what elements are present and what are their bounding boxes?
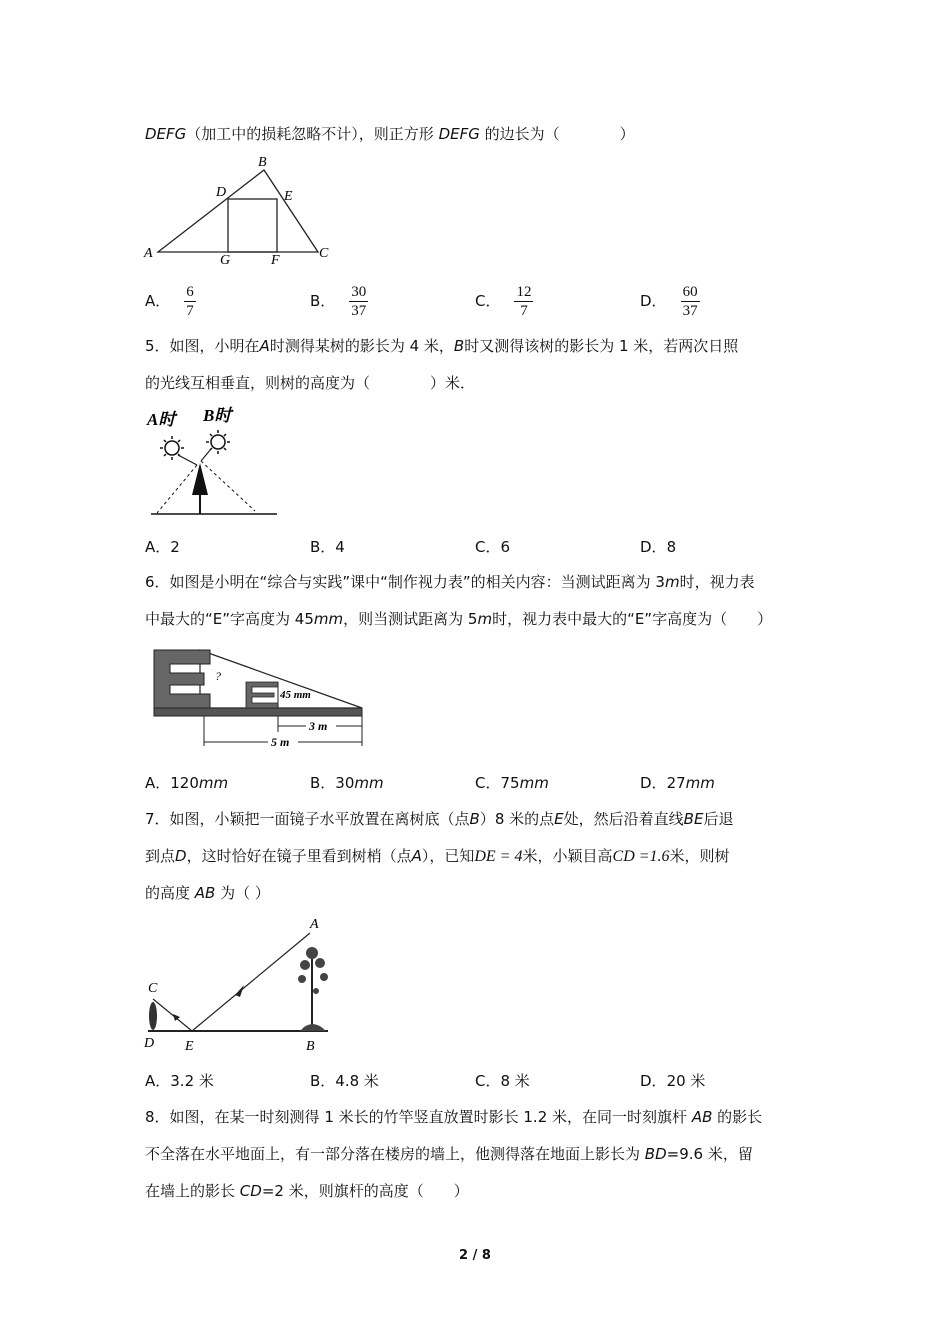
label-b-time: B时 [203,406,232,425]
label-c: C [148,981,158,996]
option-value: 4 [335,538,345,556]
label-c: C [319,246,329,261]
text: ）8 米的点 [479,810,555,828]
text: 中最大的“E”字高度为 45 [145,610,314,628]
option-letter: B． [310,292,336,310]
text: 5．如图，小明在 [145,337,260,355]
q7-option-d[interactable] [640,1070,705,1091]
q8-stem-line3 [145,1181,469,1201]
text: 不全落在水平地面上，有一部分落在楼房的墙上，他测得落在地面上影长为 [145,1145,641,1163]
q6-stem-line1 [145,572,755,592]
numerator: 12 [516,284,532,300]
q6-option-a[interactable] [145,772,228,793]
person-icon [149,1002,157,1030]
var: AB [194,884,216,902]
q5-option-a[interactable] [145,536,180,557]
arrow-icon [235,985,244,997]
ray-b [201,449,211,461]
q4-stem-continuation [145,124,635,144]
option-letter: B． [310,1072,336,1090]
text: 时，视力表 [679,573,755,591]
q7-option-a[interactable] [145,1070,214,1091]
option-letter: D． [640,1072,667,1090]
denominator: 7 [186,303,194,319]
tree-icon [298,947,328,1031]
base-bar [154,708,362,716]
text: ，这时恰好在镜子里看到树梢（点 [186,847,412,865]
q5-option-b[interactable] [310,536,345,557]
option-letter: B． [310,538,336,556]
text: 米，小颖目高 [522,847,613,865]
text: 时测得某树的影长为 4 米， [269,337,454,355]
label-a: A [310,917,319,932]
unit: m [664,573,680,591]
label-d: D [216,185,227,200]
option-letter: C． [475,774,501,792]
text: =9.6 米，留 [666,1145,753,1163]
q6-eye-chart-figure [148,646,368,751]
shadow-ray-b [201,461,255,511]
q5-option-c[interactable] [475,536,510,557]
var: B [469,810,480,828]
label-g: G [220,253,231,268]
option-letter: D． [640,774,667,792]
numerator: 60 [682,284,698,300]
q7-mirror-figure [140,913,340,1055]
label-a: A [144,246,153,261]
unit: mm [313,610,344,628]
q5-stem-line2: 的光线互相垂直，则树的高度为（ ）米． [145,374,476,392]
large-e-icon [154,650,210,708]
page-number: 2 / 8 [459,1248,491,1263]
var: E [554,810,564,828]
var: A [411,847,422,865]
option-value: 4.8 米 [335,1072,379,1090]
text: 时，视力表中最大的“E”字高度为（ ） [492,610,773,628]
q8-stem-line1 [145,1107,762,1127]
option-unit: mm [519,774,549,792]
option-value: 75 [500,774,520,792]
option-unit: mm [685,774,715,792]
option-value: 120 [170,774,199,792]
text: 的高度 [145,884,191,902]
var: BD [644,1145,667,1163]
q5-stem-line1 [145,336,738,356]
option-value: 30 [335,774,355,792]
shadow-ray-a [157,465,197,513]
option-letter: C． [475,1072,501,1090]
text: 7．如图，小颖把一面镜子水平放置在离树底（点 [145,810,470,828]
label-e: E [185,1039,194,1054]
label-b: B [306,1039,315,1054]
text: ），已知 [421,847,475,865]
q4-option-a[interactable] [145,283,196,320]
text: 6．如图是小明在“综合与实践”课中“制作视力表”的相关内容：当测试距离为 3 [145,573,665,591]
var: AB [691,1108,713,1126]
fraction [349,283,368,320]
q8-stem-line2 [145,1144,753,1164]
option-letter: A． [145,1072,171,1090]
label-e: E [284,189,293,204]
option-letter: C． [475,538,501,556]
incident-ray-ae [192,933,310,1031]
numerator: 6 [186,284,194,300]
q4-square-name-2: DEFG [438,125,480,143]
option-letter: C． [475,292,501,310]
text: ，则当测试距离为 5 [343,610,478,628]
label-5m: 5 m [271,735,290,749]
text: =2 米，则旗杆的高度（ ） [261,1182,469,1200]
option-value: 3.2 米 [170,1072,214,1090]
q4-stem-text: （加工中的损耗忽略不计），则正方形 [186,125,434,143]
fraction [681,283,700,320]
text: 到点 [145,847,176,865]
equation: DE = 4 [474,848,523,865]
label-d: D [144,1036,155,1051]
unit: m [477,610,493,628]
q7-stem-line3 [145,883,270,903]
text: 米，则树 [669,847,730,865]
small-e-icon [246,682,278,708]
option-value: 2 [170,538,180,556]
label-b: B [258,155,267,170]
q7-stem-line2 [145,846,730,867]
q6-option-c[interactable] [475,772,549,793]
text: 的影长 [717,1108,763,1126]
var-b: B [453,337,465,355]
q7-stem-line1 [145,809,733,829]
label-f: F [271,253,280,268]
q4-square-name: DEFG [145,125,187,143]
square-defg [228,199,277,252]
text: 后退 [703,810,734,828]
option-letter: A． [145,538,171,556]
option-letter: D． [640,292,667,310]
fraction [514,283,533,320]
tree-icon [192,463,208,495]
option-value: 27 [666,774,686,792]
denominator: 37 [682,303,698,319]
reflect-ray-ec [153,999,192,1031]
q6-option-b[interactable] [310,772,384,793]
option-unit: mm [198,774,229,792]
text: 为（ ） [220,884,270,902]
triangle-abc [158,170,318,252]
var-a: A [259,337,270,355]
q7-option-c[interactable] [475,1070,530,1091]
option-letter: A． [145,292,171,310]
denominator: 37 [351,303,367,319]
numerator: 30 [351,284,367,300]
label-a-time: A时 [147,410,176,429]
q4-option-b[interactable] [310,283,368,320]
q5-option-d[interactable] [640,536,676,557]
q5-tree-sun-figure [145,403,280,521]
label-unknown-height: ? [215,669,221,683]
var: D [175,847,187,865]
q4-stem-tail: 的边长为（ ） [484,125,635,143]
var: BE [683,810,704,828]
q4-triangle-figure [140,150,340,268]
ray-a [178,455,197,465]
q6-option-d[interactable] [640,772,715,793]
q6-stem-line2 [145,609,772,629]
equation: CD =1.6 [612,848,670,865]
text: 处，然后沿着直线 [563,810,684,828]
option-letter: A． [145,774,171,792]
option-value: 8 米 [500,1072,530,1090]
fraction [184,283,196,320]
option-letter: B． [310,774,336,792]
var: CD [239,1182,262,1200]
denominator: 7 [520,303,528,319]
option-letter: D． [640,538,667,556]
text: 8．如图，在某一时刻测得 1 米长的竹竿竖直放置时影长 1.2 米，在同一时刻旗杆 [145,1108,688,1126]
q7-option-b[interactable] [310,1070,379,1091]
label-45mm: 45 mm [280,689,311,701]
q4-option-d[interactable] [640,283,700,320]
label-3m: 3 m [309,719,328,733]
option-unit: mm [354,774,384,792]
option-value: 8 [666,538,677,556]
q4-option-c[interactable] [475,283,533,320]
option-value: 6 [500,538,511,556]
option-value: 20 米 [666,1072,706,1090]
text: 在墙上的影长 [145,1182,236,1200]
text: 时又测得该树的影长为 1 米，若两次日照 [464,337,739,355]
